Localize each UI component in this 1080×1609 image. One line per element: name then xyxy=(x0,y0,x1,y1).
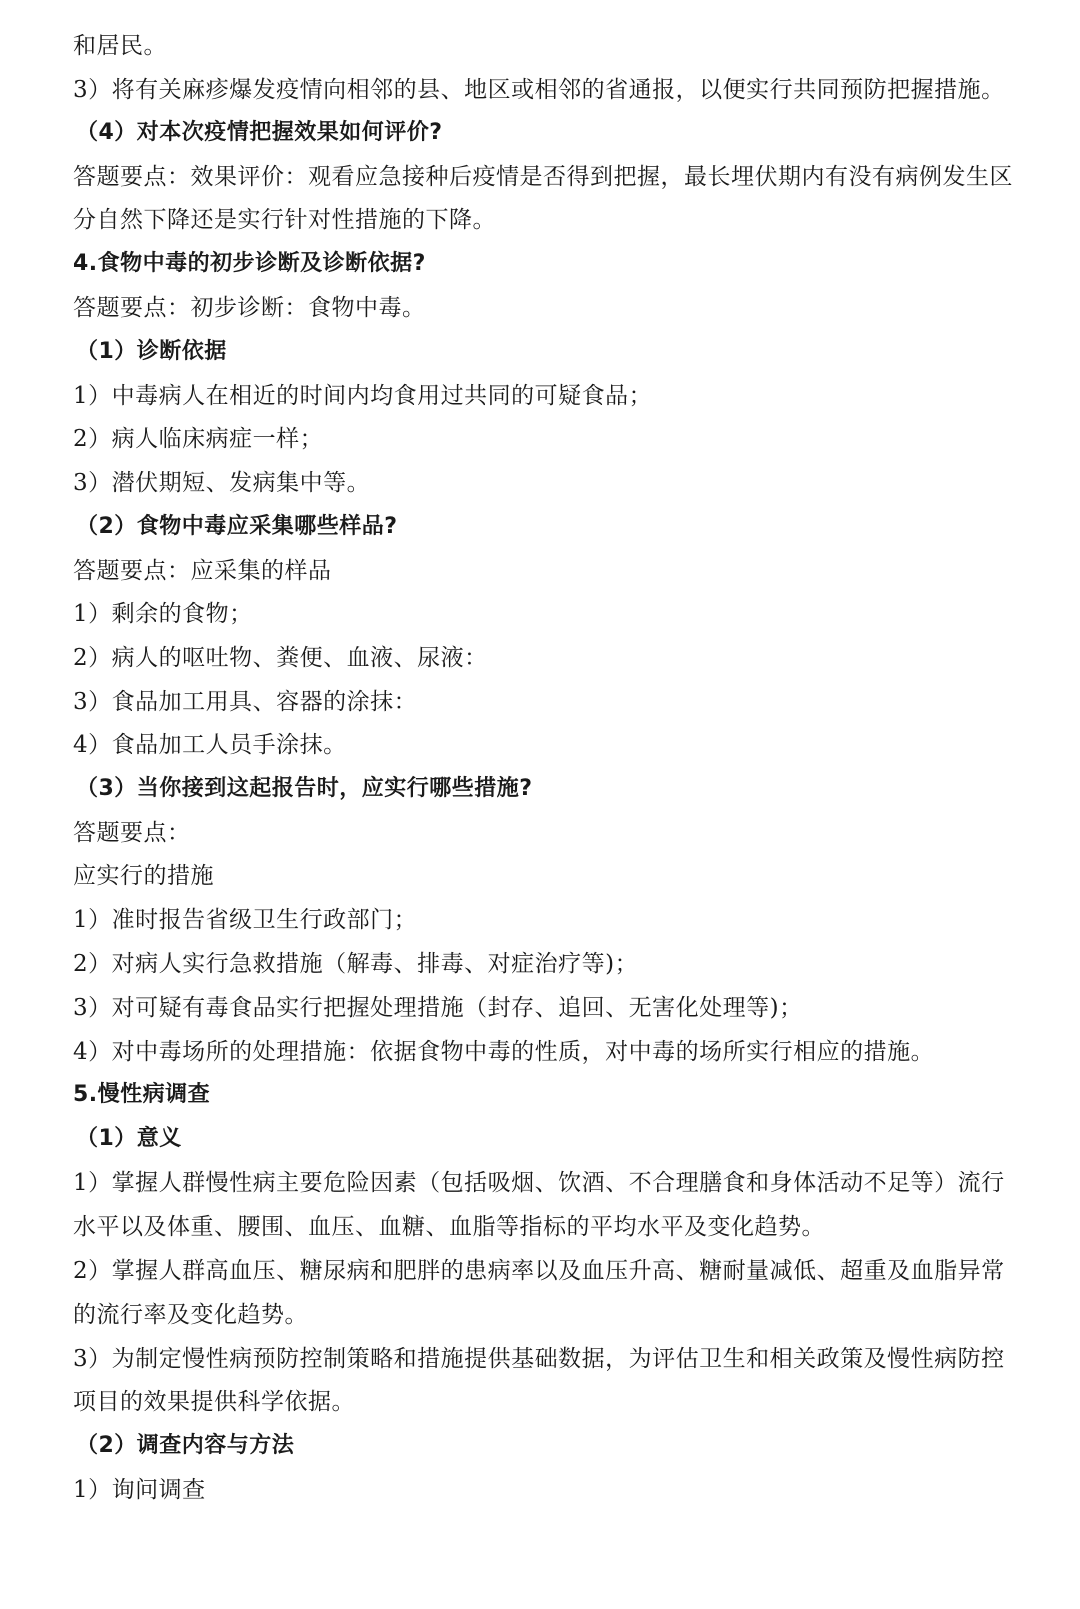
text-line: 答题要点： xyxy=(73,820,191,846)
text-line: 2）病人临床病症一样； xyxy=(73,426,324,452)
text-line: 1）询问调查 xyxy=(73,1477,206,1503)
subsection-heading: （4）对本次疫情把握效果如何评价? xyxy=(76,120,443,145)
text-line: 1）剩余的食物； xyxy=(73,601,253,627)
text-line: 答题要点：初步诊断：食物中毒。 xyxy=(73,295,426,321)
subsection-heading: （1）意义 xyxy=(76,1126,182,1151)
text-line: 的流行率及变化趋势。 xyxy=(73,1302,308,1328)
text-line: 2）掌握人群高血压、糖尿病和肥胖的患病率以及血压升高、糖耐量减低、超重及血脂异常 xyxy=(73,1258,1005,1284)
text-line: 3）为制定慢性病预防控制策略和措施提供基础数据，为评估卫生和相关政策及慢性病防控 xyxy=(73,1346,1005,1372)
text-line: 1）掌握人群慢性病主要危险因素（包括吸烟、饮酒、不合理膳食和身体活动不足等）流行 xyxy=(73,1170,1005,1196)
text-line: 项目的效果提供科学依据。 xyxy=(73,1389,355,1415)
text-line: 3）食品加工用具、容器的涂抹： xyxy=(73,689,418,715)
text-line: 3）潜伏期短、发病集中等。 xyxy=(73,470,371,496)
text-line: 4）对中毒场所的处理措施：依据食物中毒的性质，对中毒的场所实行相应的措施。 xyxy=(73,1039,935,1065)
text-line: 3）对可疑有毒食品实行把握处理措施（封存、追回、无害化处理等)； xyxy=(73,995,803,1021)
subsection-heading: （1）诊断依据 xyxy=(76,339,227,364)
text-line: 4）食品加工人员手涂抹。 xyxy=(73,732,347,758)
text-line: 答题要点：应采集的样品 xyxy=(73,558,332,584)
text-line: 分自然下降还是实行针对性措施的下降。 xyxy=(73,207,496,233)
text-line: 应实行的措施 xyxy=(73,863,214,889)
subsection-heading: （2）调查内容与方法 xyxy=(76,1433,295,1458)
text-line: 2）对病人实行急救措施（解毒、排毒、对症治疗等)； xyxy=(73,951,639,977)
subsection-heading: （2）食物中毒应采集哪些样品? xyxy=(76,514,398,539)
text-line: 3）将有关麻疹爆发疫情向相邻的县、地区或相邻的省通报，以便实行共同预防把握措施。 xyxy=(73,77,1005,103)
section-heading: 5.慢性病调查 xyxy=(73,1082,211,1107)
section-heading: 4.食物中毒的初步诊断及诊断依据? xyxy=(73,251,426,276)
text-line: 和居民。 xyxy=(73,33,167,59)
text-line: 1）准时报告省级卫生行政部门； xyxy=(73,907,418,933)
text-line: 2）病人的呕吐物、粪便、血液、尿液： xyxy=(73,645,488,671)
text-line: 1）中毒病人在相近的时间内均食用过共同的可疑食品； xyxy=(73,383,653,409)
text-line: 答题要点：效果评价：观看应急接种后疫情是否得到把握，最长埋伏期内有没有病例发生区 xyxy=(73,164,1013,190)
text-line: 水平以及体重、腰围、血压、血糖、血脂等指标的平均水平及变化趋势。 xyxy=(73,1214,825,1240)
subsection-heading: （3）当你接到这起报告时，应实行哪些措施? xyxy=(76,776,533,801)
